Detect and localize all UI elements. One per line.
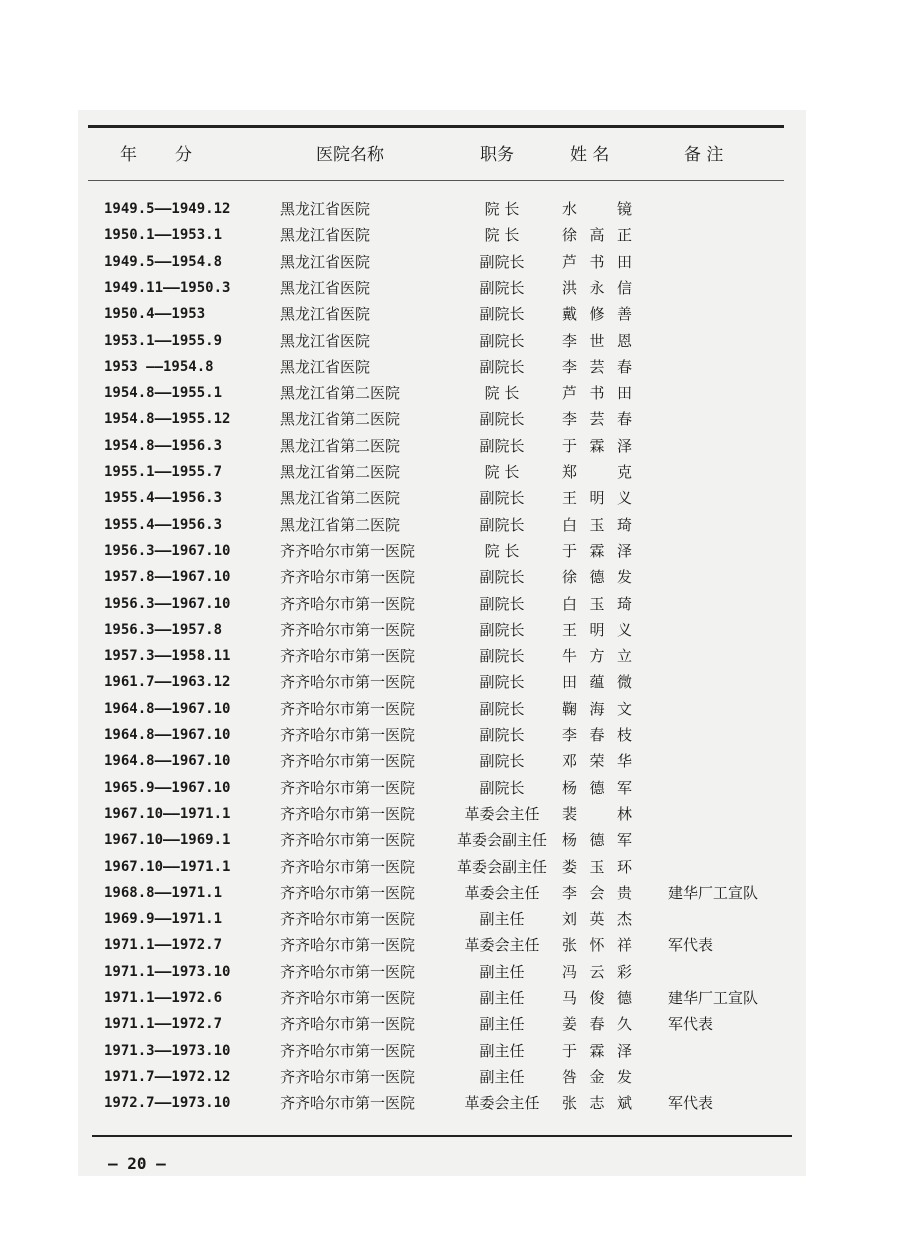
position-cell: 革委会副主任 bbox=[456, 831, 547, 850]
name-cell: 水 镜 bbox=[562, 200, 632, 218]
header-rule bbox=[88, 180, 784, 181]
hospital-cell: 齐齐哈尔市第一医院 bbox=[280, 594, 416, 613]
note-cell: 军代表 bbox=[668, 936, 714, 955]
position-cell: 副主任 bbox=[479, 1067, 525, 1086]
table-row bbox=[0, 880, 900, 906]
name-cell: 洪 永 信 bbox=[562, 278, 632, 297]
name-cell: 姜 春 久 bbox=[562, 1015, 632, 1034]
position-cell: 副院长 bbox=[479, 436, 525, 455]
table-row bbox=[0, 801, 900, 827]
table-row bbox=[0, 932, 900, 958]
position-cell: 副院长 bbox=[479, 331, 525, 350]
table-row bbox=[0, 433, 900, 459]
hospital-cell: 齐齐哈尔市第一医院 bbox=[280, 568, 416, 587]
table-row bbox=[0, 775, 900, 801]
hospital-cell: 齐齐哈尔市第一医院 bbox=[280, 647, 416, 666]
table-row bbox=[0, 1038, 900, 1064]
name-cell: 杨 德 军 bbox=[562, 831, 632, 850]
table-row bbox=[0, 669, 900, 695]
position-cell: 副主任 bbox=[479, 1041, 525, 1060]
years-cell: 1971.1——1972.6 bbox=[104, 990, 223, 1006]
position-cell: 副院长 bbox=[479, 620, 525, 639]
hospital-cell: 黑龙江省医院 bbox=[280, 357, 371, 376]
name-cell: 刘 英 杰 bbox=[562, 910, 632, 929]
hospital-cell: 黑龙江省医院 bbox=[280, 252, 371, 271]
years-cell: 1949.5——1954.8 bbox=[104, 253, 223, 270]
name-cell: 咎 金 发 bbox=[562, 1067, 632, 1086]
position-cell: 革委会主任 bbox=[464, 883, 540, 902]
years-cell: 1954.8——1955.12 bbox=[104, 411, 231, 428]
name-cell: 于 霖 泽 bbox=[562, 436, 632, 455]
years-cell: 1971.1——1972.7 bbox=[104, 937, 223, 954]
hospital-cell: 齐齐哈尔市第一医院 bbox=[280, 778, 416, 797]
position-cell: 副主任 bbox=[479, 1015, 525, 1034]
note-cell: 军代表 bbox=[668, 1094, 714, 1113]
position-cell: 院 长 bbox=[484, 384, 520, 403]
table-row bbox=[0, 854, 900, 880]
position-cell: 副院长 bbox=[479, 410, 525, 429]
table-row bbox=[0, 328, 900, 354]
table-row bbox=[0, 617, 900, 643]
name-cell: 冯 云 彩 bbox=[562, 962, 632, 981]
years-cell: 1971.7——1972.12 bbox=[104, 1068, 231, 1085]
position-cell: 副院长 bbox=[479, 778, 525, 797]
hospital-cell: 黑龙江省医院 bbox=[280, 226, 371, 245]
header-name: 姓 名 bbox=[570, 145, 610, 165]
hospital-cell: 黑龙江省第二医院 bbox=[280, 515, 401, 534]
hospital-cell: 齐齐哈尔市第一医院 bbox=[280, 673, 416, 692]
years-cell: 1965.9——1967.10 bbox=[104, 779, 231, 796]
years-cell: 1961.7——1963.12 bbox=[104, 674, 231, 691]
years-cell: 1957.8——1967.10 bbox=[104, 569, 231, 586]
name-cell: 白 玉 琦 bbox=[562, 515, 632, 534]
name-cell: 裴 林 bbox=[562, 804, 632, 823]
years-cell: 1950.1——1953.1 bbox=[104, 227, 223, 244]
hospital-cell: 黑龙江省第二医院 bbox=[280, 384, 401, 403]
hospital-cell: 齐齐哈尔市第一医院 bbox=[280, 726, 416, 744]
hospital-cell: 齐齐哈尔市第一医院 bbox=[280, 1067, 416, 1086]
position-cell: 革委会主任 bbox=[464, 804, 540, 823]
header-note: 备 注 bbox=[684, 145, 724, 165]
position-cell: 副主任 bbox=[479, 962, 525, 981]
hospital-cell: 黑龙江省医院 bbox=[280, 305, 371, 324]
table-row bbox=[0, 249, 900, 275]
name-cell: 戴 修 善 bbox=[562, 305, 632, 324]
name-cell: 芦 书 田 bbox=[562, 384, 632, 403]
hospital-cell: 黑龙江省第二医院 bbox=[280, 436, 401, 455]
table-row bbox=[0, 1011, 900, 1037]
hospital-cell: 黑龙江省第二医院 bbox=[280, 463, 401, 481]
years-cell: 1949.11——1950.3 bbox=[104, 279, 231, 296]
table-row bbox=[0, 301, 900, 327]
position-cell: 革委会主任 bbox=[464, 936, 540, 955]
years-cell: 1956.3——1967.10 bbox=[104, 595, 231, 612]
name-cell: 李 芸 春 bbox=[562, 357, 632, 376]
hospital-cell: 齐齐哈尔市第一医院 bbox=[280, 936, 416, 955]
hospital-cell: 齐齐哈尔市第一医院 bbox=[280, 1094, 416, 1113]
name-cell: 李 春 枝 bbox=[562, 726, 632, 744]
table-row bbox=[0, 696, 900, 722]
years-cell: 1956.3——1957.8 bbox=[104, 621, 223, 638]
years-cell: 1955.1——1955.7 bbox=[104, 464, 223, 480]
header-years bbox=[120, 140, 192, 165]
name-cell: 鞠 海 文 bbox=[562, 699, 632, 718]
top-rule bbox=[88, 125, 784, 128]
name-cell: 田 蕴 微 bbox=[562, 673, 632, 692]
name-cell: 郑 克 bbox=[562, 463, 632, 481]
position-cell: 副院长 bbox=[479, 752, 525, 771]
years-cell: 1956.3——1967.10 bbox=[104, 542, 231, 559]
position-cell: 副院长 bbox=[479, 357, 525, 376]
table-row bbox=[0, 643, 900, 669]
hospital-cell: 齐齐哈尔市第一医院 bbox=[280, 857, 416, 876]
years-cell: 1971.1——1973.10 bbox=[104, 963, 231, 980]
table-row bbox=[0, 985, 900, 1011]
years-cell: 1967.10——1969.1 bbox=[104, 832, 231, 849]
table-row bbox=[0, 512, 900, 538]
note-cell: 建华厂工宣队 bbox=[668, 989, 759, 1007]
name-cell: 邓 荣 华 bbox=[562, 752, 632, 771]
years-cell: 1971.3——1973.10 bbox=[104, 1042, 231, 1059]
years-cell: 1971.1——1972.7 bbox=[104, 1016, 223, 1033]
name-cell: 杨 德 军 bbox=[562, 778, 632, 797]
hospital-cell: 黑龙江省医院 bbox=[280, 278, 371, 297]
position-cell: 副院长 bbox=[479, 515, 525, 534]
table-row bbox=[0, 354, 900, 380]
years-cell: 1972.7——1973.10 bbox=[104, 1095, 231, 1112]
name-cell: 于 霖 泽 bbox=[562, 1041, 632, 1060]
position-cell: 副院长 bbox=[479, 699, 525, 718]
name-cell: 李 芸 春 bbox=[562, 410, 632, 429]
name-cell: 白 玉 琦 bbox=[562, 594, 632, 613]
note-cell: 军代表 bbox=[668, 1015, 714, 1034]
hospital-cell: 黑龙江省医院 bbox=[280, 200, 371, 218]
name-cell: 张 怀 祥 bbox=[562, 936, 632, 955]
table-row bbox=[0, 406, 900, 432]
hospital-cell: 齐齐哈尔市第一医院 bbox=[280, 752, 416, 771]
position-cell: 副院长 bbox=[479, 568, 525, 587]
years-cell: 1969.9——1971.1 bbox=[104, 911, 223, 928]
years-cell: 1967.10——1971.1 bbox=[104, 805, 231, 822]
years-cell: 1964.8——1967.10 bbox=[104, 700, 231, 717]
table-row bbox=[0, 196, 900, 222]
name-cell: 芦 书 田 bbox=[562, 252, 632, 271]
years-cell: 1955.4——1956.3 bbox=[104, 516, 223, 533]
years-cell: 1954.8——1955.1 bbox=[104, 385, 223, 402]
position-cell: 院 长 bbox=[484, 463, 520, 481]
hospital-cell: 齐齐哈尔市第一医院 bbox=[280, 883, 416, 902]
name-cell: 王 明 义 bbox=[562, 489, 632, 508]
hospital-cell: 齐齐哈尔市第一医院 bbox=[280, 541, 416, 560]
table-row bbox=[0, 380, 900, 406]
position-cell: 副院长 bbox=[479, 726, 525, 744]
page-number: — 20 — bbox=[108, 1154, 166, 1173]
table-row bbox=[0, 1090, 900, 1116]
hospital-cell: 齐齐哈尔市第一医院 bbox=[280, 804, 416, 823]
table-row bbox=[0, 722, 900, 748]
years-cell: 1953 ——1954.8 bbox=[104, 358, 214, 375]
hospital-cell: 齐齐哈尔市第一医院 bbox=[280, 989, 416, 1007]
years-cell: 1964.8——1967.10 bbox=[104, 753, 231, 770]
years-cell: 1968.8——1971.1 bbox=[104, 884, 223, 901]
table-row bbox=[0, 222, 900, 248]
position-cell: 副主任 bbox=[479, 910, 525, 929]
position-cell: 副院长 bbox=[479, 278, 525, 297]
note-cell: 建华厂工宣队 bbox=[668, 883, 759, 902]
hospital-cell: 黑龙江省第二医院 bbox=[280, 410, 401, 429]
header-position: 职务 bbox=[480, 145, 514, 165]
name-cell: 徐 德 发 bbox=[562, 568, 632, 587]
name-cell: 李 世 恩 bbox=[562, 331, 632, 350]
position-cell: 院 长 bbox=[484, 200, 520, 218]
hospital-cell: 齐齐哈尔市第一医院 bbox=[280, 1015, 416, 1034]
hospital-cell: 黑龙江省医院 bbox=[280, 331, 371, 350]
name-cell: 于 霖 泽 bbox=[562, 541, 632, 560]
table-row bbox=[0, 459, 900, 485]
name-cell: 娄 玉 环 bbox=[562, 857, 632, 876]
hospital-cell: 齐齐哈尔市第一医院 bbox=[280, 699, 416, 718]
position-cell: 副院长 bbox=[479, 673, 525, 692]
table-row bbox=[0, 538, 900, 564]
position-cell: 副主任 bbox=[479, 989, 525, 1007]
position-cell: 革委会主任 bbox=[464, 1094, 540, 1113]
years-cell: 1955.4——1956.3 bbox=[104, 490, 223, 507]
table-row bbox=[0, 748, 900, 774]
years-cell: 1954.8——1956.3 bbox=[104, 437, 223, 454]
years-cell: 1957.3——1958.11 bbox=[104, 648, 231, 665]
years-cell: 1953.1——1955.9 bbox=[104, 332, 223, 349]
years-cell: 1950.4——1953 bbox=[104, 306, 206, 323]
table-row bbox=[0, 591, 900, 617]
name-cell: 马 俊 德 bbox=[562, 989, 632, 1007]
position-cell: 副院长 bbox=[479, 489, 525, 508]
table-row bbox=[0, 906, 900, 932]
years-cell: 1967.10——1971.1 bbox=[104, 858, 231, 875]
name-cell: 牛 方 立 bbox=[562, 647, 632, 666]
table-row bbox=[0, 1064, 900, 1090]
table-row bbox=[0, 564, 900, 590]
bottom-rule bbox=[92, 1135, 792, 1137]
position-cell: 副院长 bbox=[479, 594, 525, 613]
header-years-char-2: 分 bbox=[175, 145, 192, 165]
hospital-cell: 齐齐哈尔市第一医院 bbox=[280, 620, 416, 639]
header-years-char-1: 年 bbox=[120, 145, 137, 165]
table-row bbox=[0, 959, 900, 985]
position-cell: 副院长 bbox=[479, 252, 525, 271]
years-cell: 1949.5——1949.12 bbox=[104, 201, 231, 217]
position-cell: 副院长 bbox=[479, 305, 525, 324]
position-cell: 院 长 bbox=[484, 541, 520, 560]
position-cell: 革委会副主任 bbox=[456, 857, 547, 876]
hospital-cell: 齐齐哈尔市第一医院 bbox=[280, 910, 416, 929]
hospital-cell: 齐齐哈尔市第一医院 bbox=[280, 962, 416, 981]
table-row bbox=[0, 275, 900, 301]
hospital-cell: 齐齐哈尔市第一医院 bbox=[280, 831, 416, 850]
name-cell: 张 志 斌 bbox=[562, 1094, 632, 1113]
name-cell: 徐 高 正 bbox=[562, 226, 632, 245]
hospital-cell: 齐齐哈尔市第一医院 bbox=[280, 1041, 416, 1060]
position-cell: 副院长 bbox=[479, 647, 525, 666]
table-row bbox=[0, 827, 900, 853]
table-row bbox=[0, 485, 900, 511]
position-cell: 院 长 bbox=[484, 226, 520, 245]
name-cell: 王 明 义 bbox=[562, 620, 632, 639]
header-hospital: 医院名称 bbox=[316, 145, 384, 165]
years-cell: 1964.8——1967.10 bbox=[104, 727, 231, 743]
hospital-cell: 黑龙江省第二医院 bbox=[280, 489, 401, 508]
name-cell: 李 会 贵 bbox=[562, 883, 632, 902]
